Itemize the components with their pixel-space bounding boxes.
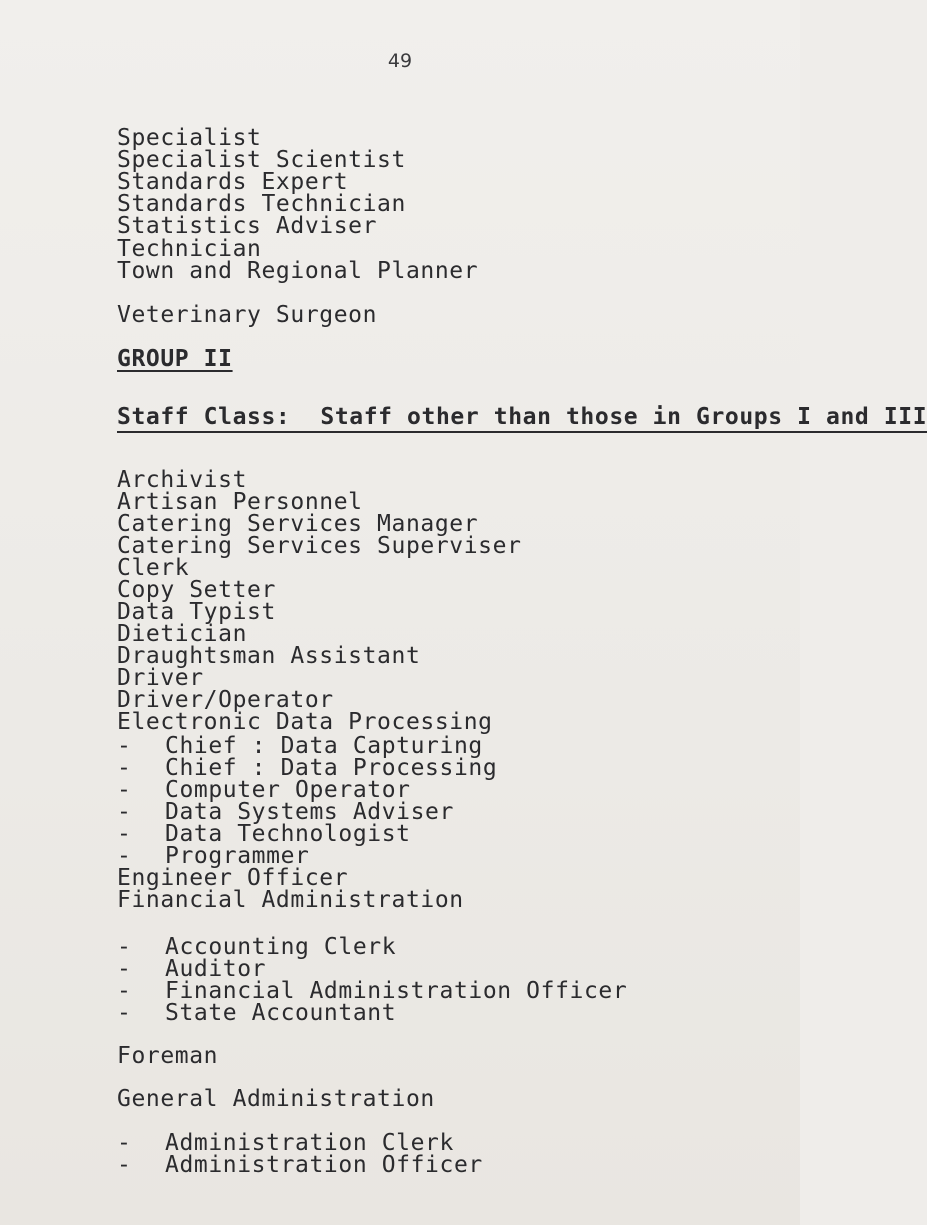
staff-class-line [117, 405, 927, 433]
list-item: Draughtsman Assistant [117, 643, 421, 669]
group2-list-b [117, 867, 464, 911]
dash-bullet: - [117, 934, 132, 960]
sub-list-item: - Financial Administration Officer [117, 978, 628, 1004]
sub-list-item: - Data Systems Adviser [117, 799, 454, 825]
dash-bullet: - [117, 755, 132, 781]
list-item: Town and Regional Planner [117, 258, 479, 284]
sub-list-item: - Data Technologist [117, 821, 411, 847]
list-item: Specialist Scientist [117, 147, 406, 173]
group1-continued-list [117, 127, 406, 237]
list-item: Catering Services Superviser [117, 533, 522, 559]
list-item: Engineer Officer [117, 865, 349, 891]
list-item: Data Typist [117, 599, 276, 625]
sub-list-item: - Auditor [117, 956, 267, 982]
edp-sublist [117, 735, 497, 867]
dash-bullet: - [117, 843, 132, 869]
group2-list-a [117, 469, 522, 733]
sub-list-item: - Administration Officer [117, 1152, 483, 1178]
list-item: Copy Setter [117, 577, 276, 603]
group1-tail-list-a [117, 238, 478, 282]
sub-list-item: - Administration Clerk [117, 1130, 454, 1156]
list-item: Driver [117, 665, 204, 691]
list-item: Archivist [117, 467, 248, 493]
list-item: Specialist [117, 125, 262, 151]
list-item: Artisan Personnel [117, 489, 363, 515]
list-item: Clerk [117, 555, 190, 581]
dash-bullet: - [117, 777, 132, 803]
list-item: Driver/Operator [117, 687, 334, 713]
group1-tail-list-b [117, 304, 377, 326]
dash-bullet: - [117, 799, 132, 825]
dash-bullet: - [117, 733, 132, 759]
dash-bullet: - [117, 956, 132, 982]
list-item: Financial Administration [117, 887, 464, 913]
list-item: Dietician [117, 621, 248, 647]
dash-bullet: - [117, 978, 132, 1004]
dash-bullet: - [117, 1152, 132, 1178]
sub-list-item: - Programmer [117, 843, 310, 869]
dash-bullet: - [117, 821, 132, 847]
general-admin-sublist [117, 1132, 483, 1176]
list-item: General Administration [117, 1086, 435, 1112]
general-admin-block [117, 1088, 435, 1110]
sub-list-item: - Computer Operator [117, 777, 411, 803]
dash-bullet: - [117, 1000, 132, 1026]
list-item: Electronic Data Processing [117, 709, 493, 735]
financial-sublist [117, 936, 627, 1024]
sub-list-item: - Chief : Data Processing [117, 755, 498, 781]
staff-class-label: Staff Class: [117, 404, 291, 430]
staff-class-value: Staff other than those in Groups I and III [320, 404, 927, 430]
list-item: Technician [117, 236, 262, 262]
sub-list-item: - Accounting Clerk [117, 934, 397, 960]
sub-list-item: - State Accountant [117, 1000, 397, 1026]
list-item: Standards Expert [117, 169, 349, 195]
list-item: Statistics Adviser [117, 213, 378, 239]
foreman-block [117, 1045, 218, 1067]
dash-bullet: - [117, 1130, 132, 1156]
list-item: Catering Services Manager [117, 511, 479, 537]
list-item: Veterinary Surgeon [117, 302, 378, 328]
group-heading: GROUP II [117, 346, 233, 372]
page-number: 49 [387, 50, 413, 72]
list-item: Standards Technician [117, 191, 406, 217]
sub-list-item: - Chief : Data Capturing [117, 733, 483, 759]
list-item: Foreman [117, 1043, 219, 1069]
